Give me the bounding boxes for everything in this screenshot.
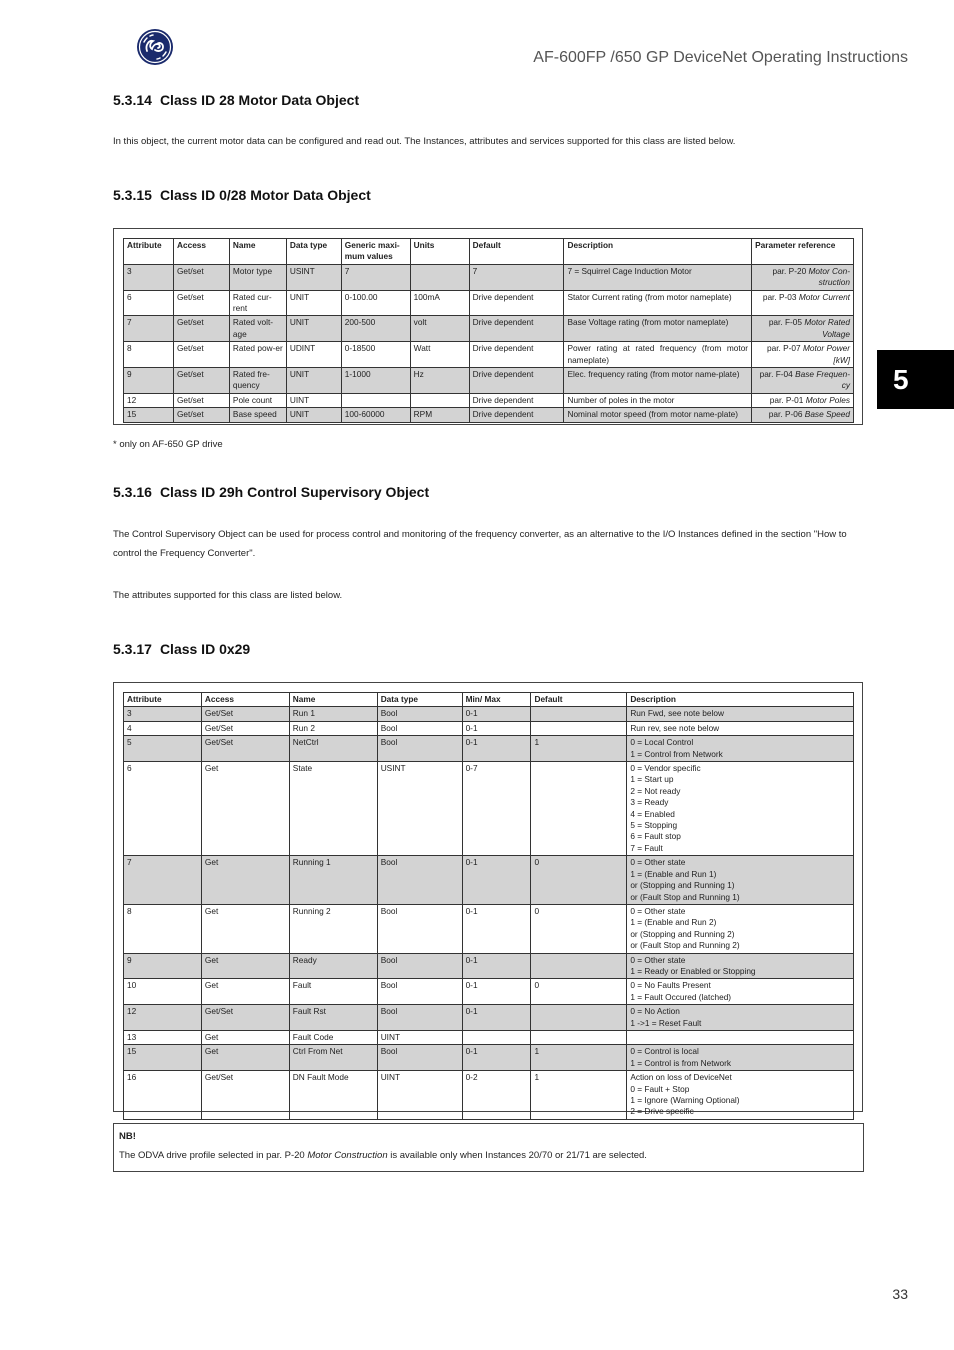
column-header: Units [410,239,469,265]
table-cell: Get [201,904,289,953]
parameter-number: par. P-01 [769,394,804,405]
chapter-tab: 5 [877,350,954,409]
table-row [124,953,854,979]
parameter-number: par. F-04 [759,369,793,380]
table-cell: 0-1 [462,1045,531,1071]
parameter-name: Base Frequen-cy [795,369,850,391]
table-cell: UNIT [286,368,341,394]
table-cell: 6 [124,762,202,856]
table-cell: UINT [377,1030,462,1044]
table-cell: Get/Set [201,721,289,735]
description-line: Run Fwd, see note below [630,708,724,719]
section-heading-5-3-17: 5.3.17 Class ID 0x29 [113,641,251,657]
table-cell: 0-1 [462,736,531,762]
description-line: 0 = Other state [630,857,686,868]
table-row [124,736,854,762]
parameter-name: Motor Rated Voltage [804,317,850,339]
table-cell-description [627,707,854,721]
table-cell: DN Fault Mode [289,1071,377,1120]
table-cell: Bool [377,1045,462,1071]
description-line: Run rev, see note below [630,722,720,733]
section-body-5-3-16-attributes: The attributes supported for this class are listed below. [113,590,343,601]
table-row [124,393,854,407]
parameter-name: Motor Poles [805,394,850,405]
description-line: 3 = Ready [630,797,669,808]
table-row [124,721,854,735]
description-line: 1 ->1 = Reset Fault [630,1017,702,1028]
table-cell: Get [201,979,289,1005]
table-cell: Get [201,1030,289,1044]
table-cell: Bool [377,953,462,979]
table-cell: Fault [289,979,377,1005]
column-header: Generic maxi-mum values [341,239,410,265]
table-cell-parameter-reference [752,342,854,368]
table-cell [410,264,469,290]
table-row [124,290,854,316]
parameter-name: Motor Power [kW] [802,343,850,365]
table-cell-description [627,856,854,905]
section-heading-5-3-15: 5.3.15 Class ID 0/28 Motor Data Object [113,187,371,203]
column-header: Description [627,693,854,707]
table-cell: 0-1 [462,721,531,735]
description-line: 0 = Local Control [630,737,694,748]
table-cell-parameter-reference [752,393,854,407]
description-line: 0 = Other state [630,905,686,916]
table-cell: 3 [124,707,202,721]
table-cell-description [627,1005,854,1031]
table-cell: UINT [377,1071,462,1120]
description-line: or (Fault Stop and Running 2) [630,940,740,951]
description-line: 0 = No Faults Present [630,980,711,991]
table-cell: RPM [410,408,469,422]
table-cell: Run 2 [289,721,377,735]
table-cell: 0-2 [462,1071,531,1120]
table-cell: 7 [469,264,564,290]
description-line: 0 = Vendor specific [630,763,701,774]
table-cell: UNIT [286,290,341,316]
parameter-number: par. P-07 [766,343,801,354]
table-cell: 5 [124,736,202,762]
table-cell-parameter-reference [752,316,854,342]
table-cell: 9 [124,953,202,979]
table-row [124,264,854,290]
table-cell: USINT [377,762,462,856]
description-line: 1 = Control is from Network [630,1057,732,1068]
table-cell: Get/set [173,368,229,394]
column-header: Default [531,693,627,707]
table-cell-description [627,1071,854,1120]
table-cell: Base speed [229,408,286,422]
table-cell: NetCtrl [289,736,377,762]
table-cell: Pole count [229,393,286,407]
table-cell [531,762,627,856]
description-line: 6 = Fault stop [630,831,681,842]
description-line: 4 = Enabled [630,808,675,819]
table-cell: Get/set [173,342,229,368]
parameter-name: Motor Current [798,291,850,302]
table-cell-parameter-reference [752,368,854,394]
table-row [124,1030,854,1044]
motor-data-table [123,238,854,423]
table-cell: Get [201,1045,289,1071]
table-cell: UNIT [286,316,341,342]
table-cell: 0-1 [462,904,531,953]
column-header: Name [229,239,286,265]
table-row [124,979,854,1005]
table-cell: Drive dependent [469,290,564,316]
note-title: NB! [119,1131,136,1142]
table-cell: 9 [124,368,174,394]
table-cell: Watt [410,342,469,368]
description-line: 1 = (Enable and Run 2) [630,917,717,928]
table-cell: 10 [124,979,202,1005]
table-cell: 1 [531,736,627,762]
table-cell [531,707,627,721]
table-cell-parameter-reference [752,290,854,316]
table-cell: 8 [124,904,202,953]
table-row [124,408,854,422]
description-line: 1 = Ignore (Warning Optional) [630,1095,740,1105]
table-cell: Base Voltage rating (from motor nameplate) [564,316,752,342]
section-body-5-3-14: In this object, the current motor data can be configured and read out. The Instances, attributes and services supported for this class are listed below. [113,136,736,147]
column-header: Name [289,693,377,707]
table-cell: 7 [341,264,410,290]
column-header: Data type [377,693,462,707]
table-cell [462,1030,531,1044]
table-cell [531,953,627,979]
description-line: or (Stopping and Running 1) [630,880,735,891]
table-cell-parameter-reference [752,408,854,422]
table-cell: 0-1 [462,1005,531,1031]
table-cell: UDINT [286,342,341,368]
table-row [124,316,854,342]
description-line: 2 = Not ready [630,785,681,796]
table-cell: Rated pow-er [229,342,286,368]
table-row [124,1071,854,1120]
table-cell: State [289,762,377,856]
table-cell: 8 [124,342,174,368]
table-cell: Get/Set [201,707,289,721]
table-row [124,762,854,856]
table-cell-description [627,1045,854,1071]
parameter-number: par. P-06 [768,409,803,420]
table-cell: Drive dependent [469,408,564,422]
table-cell-description [627,721,854,735]
table-cell: Get [201,953,289,979]
table-cell: Bool [377,1005,462,1031]
table-cell: 1-1000 [341,368,410,394]
table-row [124,707,854,721]
table-cell: Power rating at rated frequency (from motor nameplate) [564,342,752,368]
table-cell: Rated fre-quency [229,368,286,394]
table-cell: Drive dependent [469,316,564,342]
table-cell: Nominal motor speed (from motor name-plate) [564,408,752,422]
table-cell: Rated cur-rent [229,290,286,316]
column-header: Data type [286,239,341,265]
control-supervisory-table [123,692,854,1120]
table-cell-parameter-reference [752,264,854,290]
table-cell: 0 [531,856,627,905]
table-cell: 200-500 [341,316,410,342]
document-title: AF-600FP /650 GP DeviceNet Operating Instructions [533,49,908,66]
table-cell: Motor type [229,264,286,290]
table-cell: UINT [286,393,341,407]
table-cell: Get [201,856,289,905]
table-cell: Run 1 [289,707,377,721]
column-header: Access [201,693,289,707]
table-row [124,342,854,368]
table-cell: Get/set [173,264,229,290]
table-cell [531,721,627,735]
table-cell: Ready [289,953,377,979]
parameter-name: Motor Con-struction [808,265,850,288]
table-cell: Bool [377,736,462,762]
ge-monogram-icon [136,28,174,66]
parameter-number: par. F-05 [768,317,803,328]
table-cell: 0-1 [462,979,531,1005]
column-header: Attribute [124,239,174,265]
description-line: 0 = Control is local [630,1046,699,1057]
table-cell: 7 [124,856,202,905]
table-cell: 15 [124,1045,202,1071]
description-line: Action on loss of DeviceNet [630,1072,732,1083]
table-cell: 0-18500 [341,342,410,368]
description-line: 1 = Fault Occured (latched) [630,991,732,1002]
table-row [124,856,854,905]
footnote: * only on AF-650 GP drive [113,439,223,450]
table-cell: Fault Rst [289,1005,377,1031]
table-cell: Hz [410,368,469,394]
description-line: or (Fault Stop and Running 1) [630,891,740,902]
table-cell: 12 [124,393,174,407]
table-cell: Drive dependent [469,342,564,368]
table-cell: Bool [377,721,462,735]
parameter-number: par. P-03 [762,291,797,302]
table-cell: 100-60000 [341,408,410,422]
description-line: 0 = No Action [630,1006,680,1017]
table-cell: 0-1 [462,953,531,979]
column-header: Description [564,239,752,265]
table-cell: 4 [124,721,202,735]
table-cell: Rated volt-age [229,316,286,342]
table-cell: 6 [124,290,174,316]
table-cell: UNIT [286,408,341,422]
table-cell-description [627,979,854,1005]
table-cell: Drive dependent [469,393,564,407]
column-header: Default [469,239,564,265]
table-cell: 0-100.00 [341,290,410,316]
table-cell: Number of poles in the motor [564,393,752,407]
table-cell [531,1005,627,1031]
table-cell: Running 1 [289,856,377,905]
table-row [124,368,854,394]
table-cell: 7 [124,316,174,342]
description-line: 1 = Ready or Enabled or Stopping [630,965,756,976]
table-cell-description [627,953,854,979]
description-line: 7 = Fault [630,842,663,853]
table-cell: Stator Current rating (from motor nameplate) [564,290,752,316]
table-cell [410,393,469,407]
table-cell-description [627,762,854,856]
table-cell: Get/Set [201,736,289,762]
note-text: The ODVA drive profile selected in par. P-20 Motor Construction is available only when Instances 20/70 or 21/71 are selected. [119,1150,647,1161]
table-cell: Bool [377,707,462,721]
table-cell: 15 [124,408,174,422]
description-line: 2 = Drive specific [630,1106,694,1117]
column-header: Min/ Max [462,693,531,707]
table-cell: Elec. frequency rating (from motor name-plate) [564,368,752,394]
table-cell: USINT [286,264,341,290]
section-heading-5-3-14: 5.3.14 Class ID 28 Motor Data Object [113,92,360,108]
table-cell: Fault Code [289,1030,377,1044]
table-cell: Get/set [173,393,229,407]
table-row [124,1005,854,1031]
table-row [124,1045,854,1071]
table-cell-description [627,904,854,953]
section-body-5-3-16: The Control Supervisory Object can be used for process control and monitoring of the frequency converter, as an alternative to the I/O Instances defined in the section "How to control the Frequency Converter". [113,529,847,559]
table-cell: volt [410,316,469,342]
table-cell: Get/Set [201,1071,289,1120]
table-cell: 0-1 [462,707,531,721]
page-number: 33 [892,1286,908,1302]
table-cell: Get [201,762,289,856]
table-cell: 3 [124,264,174,290]
column-header: Attribute [124,693,202,707]
table-cell: 0-1 [462,856,531,905]
description-line: 1 = Control from Network [630,748,723,759]
description-line: 1 = Start up [630,774,674,785]
table-cell: 1 [531,1045,627,1071]
table-cell: 0-7 [462,762,531,856]
table-cell-description [627,1030,854,1044]
table-row [124,904,854,953]
table-cell: 1 [531,1071,627,1120]
table-cell: 12 [124,1005,202,1031]
table-cell [341,393,410,407]
description-line: 5 = Stopping [630,820,678,831]
table-cell: 100mA [410,290,469,316]
column-header: Access [173,239,229,265]
table-cell: Get/set [173,290,229,316]
table-cell-description [627,736,854,762]
table-cell: Get/set [173,408,229,422]
table-cell: Bool [377,979,462,1005]
table-cell: 0 [531,904,627,953]
table-cell: Ctrl From Net [289,1045,377,1071]
note-box [113,1123,864,1172]
column-header: Parameter reference [752,239,854,265]
table-cell: Bool [377,856,462,905]
table-cell [531,1030,627,1044]
parameter-name: Base Speed [804,409,850,420]
table-cell: Get/Set [201,1005,289,1031]
table-cell: 16 [124,1071,202,1120]
description-line: 0 = Fault + Stop [630,1083,690,1094]
table-cell: 0 [531,979,627,1005]
description-line: 1 = (Enable and Run 1) [630,868,717,879]
section-heading-5-3-16: 5.3.16 Class ID 29h Control Supervisory Object [113,484,430,500]
table-cell: Running 2 [289,904,377,953]
description-line: or (Stopping and Running 2) [630,928,735,939]
table-cell: 7 = Squirrel Cage Induction Motor [564,264,752,290]
table-cell: 13 [124,1030,202,1044]
table-cell: Bool [377,904,462,953]
description-line: 0 = Other state [630,954,686,965]
table-cell: Get/set [173,316,229,342]
table-cell: Drive dependent [469,368,564,394]
parameter-number: par. P-20 [772,265,807,276]
